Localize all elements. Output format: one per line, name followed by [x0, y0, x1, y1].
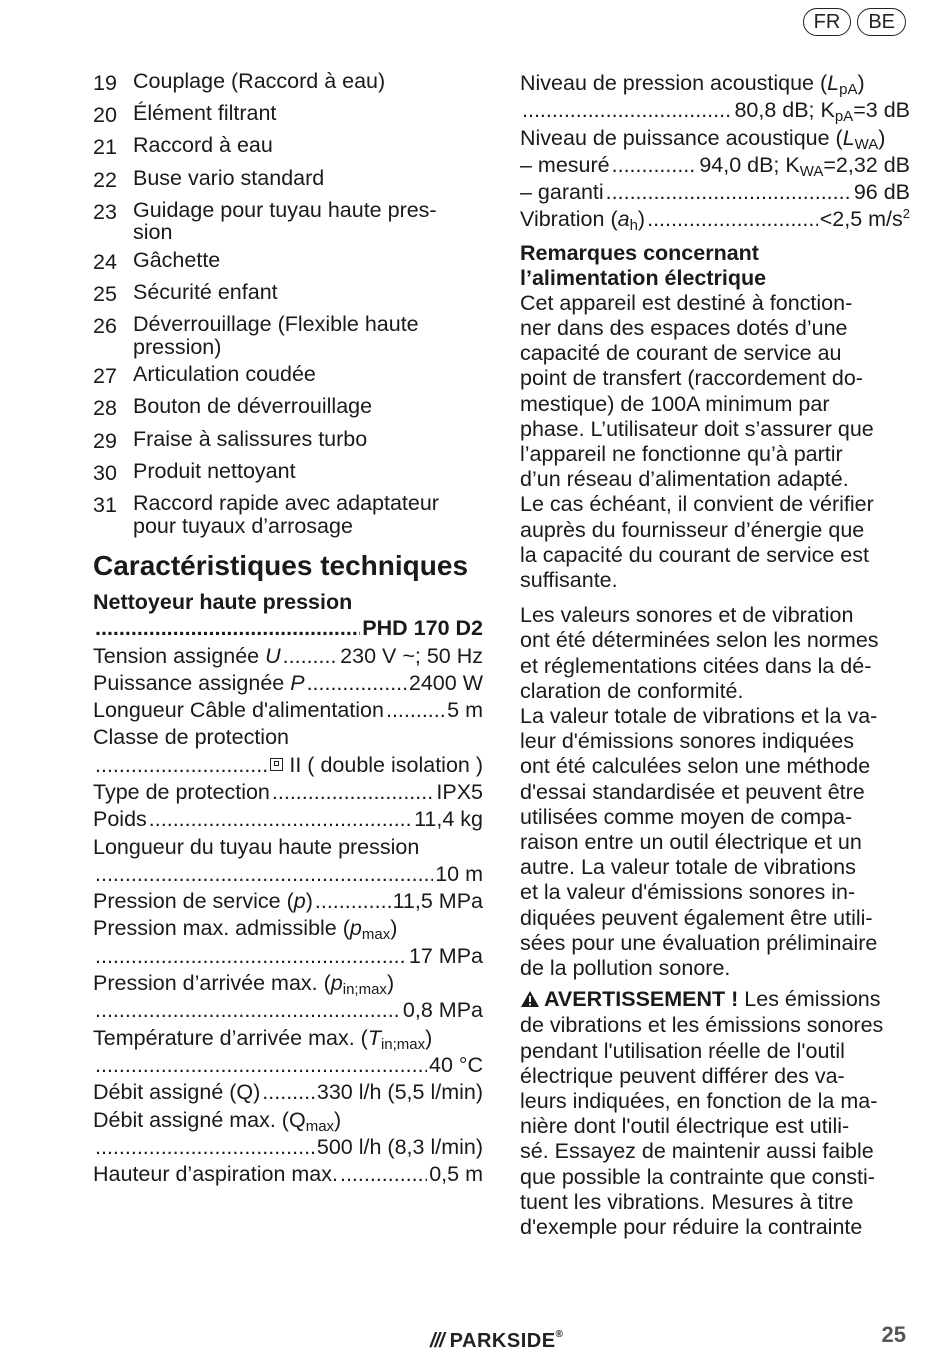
left-column	[93, 70, 483, 1188]
list-item	[93, 70, 483, 97]
power-notes-heading: Remarques concernant l’alimentation électrique	[520, 240, 767, 290]
spec-value: 5 m	[447, 698, 483, 723]
spec-value: <2,5 $m/s^2$	[819, 206, 910, 232]
item-label: Sécurité enfant	[133, 280, 278, 305]
warning-title: AVERTISSEMENT !	[544, 987, 739, 1012]
spec-label-class: Classe de protection	[93, 725, 289, 750]
spec-row-ip	[93, 779, 483, 806]
spec-value: IPX5	[436, 780, 483, 804]
list-item	[93, 249, 483, 276]
item-label: Buse vario standard	[133, 165, 325, 190]
spec-label-lwa: Niveau de puissance acoustique $(L_{WA})$	[520, 125, 886, 153]
spec-label-hose: Longueur du tuyau haute pression	[93, 834, 420, 859]
brand-name: PARKSIDE	[449, 1330, 556, 1352]
item-number: 19	[93, 71, 117, 95]
product-model: PHD 170 D2	[362, 616, 483, 641]
item-number: 22	[93, 167, 117, 192]
item-label: Raccord rapide avec adaptateur pour tuyaux d’arrosage	[133, 491, 439, 538]
item-number: 21	[93, 135, 117, 160]
spec-row-flow-max	[93, 1134, 483, 1161]
spec-value: 40 °C	[428, 1052, 483, 1077]
right-column	[520, 70, 910, 1240]
item-label: Gâchette	[133, 247, 221, 272]
spec-label: – mesuré	[520, 152, 610, 177]
spec-row-inlet-temp	[93, 1052, 483, 1079]
spec-value: II ( double isolation )	[270, 752, 483, 779]
item-label: Guidage pour tuyau haute pres- sion	[133, 197, 437, 245]
item-number: 20	[93, 103, 117, 128]
noise-notes-paragraph-2: La valeur totale de vibrations et la va- leur d'émissions sonores indiquées ont été calculées selon une méthode d'essai standardisée et peuvent être utilisées comme moyen de compa- raison entre un outil électrique et un autre. La valeur totale de vibrations et la valeur d'émissions sonores in- diquées peuvent également être utili- sées pour une évaluation préliminaire de la pollution sonore.	[520, 704, 878, 981]
spec-row-suction	[93, 1161, 483, 1188]
spec-value: 94,0 dB; $K_{WA}=2,32$ dB	[699, 152, 910, 180]
spec-row-cable	[93, 697, 483, 724]
spec-label: – garanti	[520, 180, 604, 205]
spec-value: 80,8 dB; $K_{pA}=3$ dB	[734, 98, 910, 125]
list-item	[93, 313, 483, 358]
spec-value: 10 m	[435, 861, 483, 886]
spec-label: Tension assignée U	[93, 643, 281, 668]
language-badge-be: BE	[857, 8, 906, 36]
spec-row-max-pressure	[93, 943, 483, 970]
list-item	[93, 167, 483, 194]
spec-row-inlet-pressure	[93, 997, 483, 1024]
spec-label-inlet-pressure: Pression d’arrivée max. $(p_{in;max})$	[93, 971, 395, 999]
spec-label-max-pressure: Pression max. admissible $(p_{max})$	[93, 916, 398, 944]
spec-value: 230 V ~; 50 Hz	[340, 643, 483, 668]
spec-label-lpa: Niveau de pression acoustique $(L_{pA})$	[520, 71, 865, 98]
list-item	[93, 134, 483, 161]
spec-label: Longueur Câble d'alimentation	[93, 698, 384, 723]
warning-paragraph: AVERTISSEMENT ! Les émissions de vibrations et les émissions sonores pendant l'utilisation réelle de l'outil électrique peuvent différer des va- leurs indiquées, en fonction de la ma- nière dont l'outil électrique est utili- sé. Essayez de maintenir aussi faible que possible la contrainte que consti- tuent les vibrations. Mesures à titre d'exemple pour réduire la contrainte	[520, 987, 884, 1240]
list-item	[93, 199, 483, 244]
spec-label: Vibration $(a_h)$	[520, 207, 646, 234]
list-item	[93, 363, 483, 390]
item-number: 31	[93, 493, 117, 518]
item-number: 27	[93, 364, 117, 389]
spec-label: Pression de service (p)	[93, 889, 313, 914]
spec-row-flow	[93, 1079, 483, 1106]
section-heading: Caractéristiques techniques	[93, 550, 469, 582]
registered-mark: ®	[555, 1329, 564, 1340]
spec-row-lpa	[520, 97, 910, 124]
product-label: Nettoyeur haute pression	[93, 590, 353, 615]
spec-row-class	[93, 752, 483, 779]
brand-logo	[430, 1330, 563, 1353]
spec-label: Débit assigné (Q)	[93, 1080, 261, 1105]
list-item	[93, 281, 483, 308]
item-number: 24	[93, 249, 117, 274]
power-notes-paragraph: Cet appareil est destiné à fonction- ner dans des espaces dotés d’une capacité de courant de service au point de transfert (raccordement do- mestique) de 100A minimum par phase. L’utilisateur doit s’assurer que l’appareil ne fonctionne qu’à partir d’un réseau d’alimentation adapté. Le cas échéant, il convient de vérifier auprès du fournisseur d’énergie que la capacité du courant de service est suffisante.	[520, 290, 874, 593]
spec-value: 330 l/h (5,5 l/min)	[316, 1080, 483, 1105]
item-number: 30	[93, 460, 117, 485]
parts-list	[93, 70, 483, 537]
item-label: Bouton de déverrouillage	[133, 394, 373, 419]
list-item	[93, 492, 483, 537]
spec-label: Type de protection	[93, 780, 270, 804]
noise-notes-paragraph-1: Les valeurs sonores et de vibration ont été déterminées selon les normes et réglementations citées dans la dé- claration de conformité.	[520, 603, 879, 703]
spec-label: Poids	[93, 807, 147, 832]
spec-value: 17 MPa	[408, 943, 483, 968]
acoustic-block	[520, 70, 910, 234]
language-badges	[803, 8, 906, 36]
item-number: 26	[93, 314, 117, 339]
spec-row-vibration	[520, 206, 910, 233]
item-number: 23	[93, 199, 117, 224]
spec-value: 11,4 kg	[414, 807, 483, 832]
list-item	[93, 428, 483, 455]
spec-row-lwa-measured	[520, 152, 910, 179]
spec-label-inlet-temp: Température d’arrivée max. $(T_{in;max})$	[93, 1025, 433, 1053]
item-number: 25	[93, 282, 117, 307]
spec-value: 0,8 MPa	[402, 998, 483, 1023]
item-label: Couplage (Raccord à eau)	[133, 69, 386, 93]
item-label: Raccord à eau	[133, 133, 273, 158]
item-label: Articulation coudée	[133, 362, 316, 387]
spec-row-model	[93, 615, 483, 642]
specs-block	[93, 589, 483, 1188]
spec-row-tension	[93, 643, 483, 670]
spec-value: 500 l/h (8,3 l/min)	[316, 1134, 483, 1159]
item-label: Déverrouillage (Flexible haute pression)	[133, 312, 419, 359]
language-badge-fr: FR	[803, 8, 852, 36]
brand-mark: ///	[430, 1330, 444, 1352]
spec-value: 2400 W	[408, 670, 483, 695]
spec-row-hose	[93, 861, 483, 888]
spec-row-service-pressure	[93, 888, 483, 915]
spec-row-weight	[93, 806, 483, 833]
double-insulation-icon	[270, 758, 283, 771]
spec-value: 11,5 MPa	[392, 889, 483, 914]
item-label: Produit nettoyant	[133, 458, 296, 483]
list-item	[93, 395, 483, 422]
spec-value: 96 dB	[853, 180, 910, 205]
spec-row-lwa-guaranteed	[520, 179, 910, 206]
item-number: 29	[93, 428, 117, 453]
spec-label-flow-max: Débit assigné max. $(Q_{max})$	[93, 1107, 342, 1135]
warning-triangle-icon	[520, 988, 540, 1013]
spec-row-power	[93, 670, 483, 697]
spec-label: Puissance assignée P	[93, 670, 305, 695]
item-label: Fraise à salissures turbo	[133, 426, 368, 451]
list-item	[93, 102, 483, 129]
spec-label: Hauteur d’aspiration max.	[93, 1162, 338, 1187]
spec-value: 0,5 m	[429, 1162, 483, 1187]
item-label: Élément filtrant	[133, 101, 277, 126]
page-number: 25	[881, 1322, 906, 1347]
item-number: 28	[93, 396, 117, 421]
list-item	[93, 460, 483, 487]
